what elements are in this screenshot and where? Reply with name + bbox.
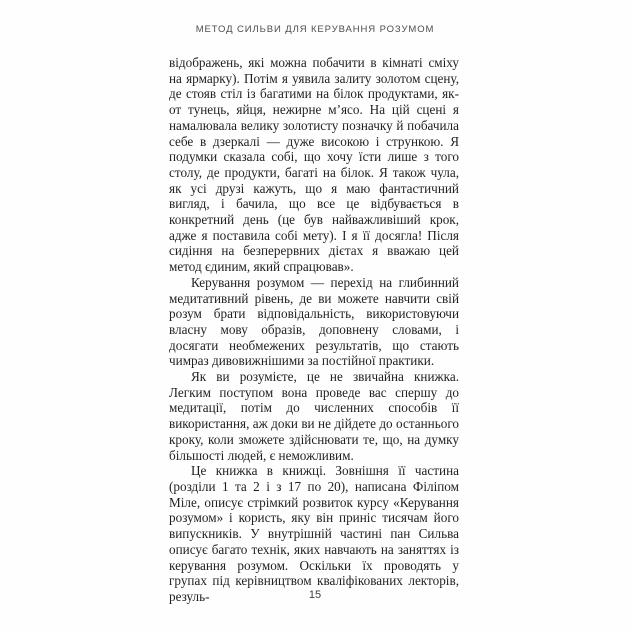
paragraph: Це книжка в книжці. Зовнішня її частина (розділи 1 та 2 і з 17 по 20), написана Філіпом Міле, описує стрімкий розвиток курсу «Керування розумом» і користь, яку він приніс тисячам його випускників. У внутрішній частині пан Сильва описує багато технік, яких навчають на заняттях із керування розумом. Оскільки їх проводять у групах під керівництвом кваліфікованих лекторів, резуль- bbox=[169, 463, 459, 604]
running-header: МЕТОД СИЛЬВИ ДЛЯ КЕРУВАННЯ РОЗУМОМ bbox=[195, 24, 435, 35]
page-number: 15 bbox=[308, 589, 322, 601]
body-text bbox=[169, 55, 459, 605]
paragraph: Керування розумом — перехід на глибинний медитативний рівень, де ви можете навчити свій розум брати відповідальність, використовуючи власну мову образів, доповнену словами, і досягати необмежених результатів, що стають чимраз дивовижнішими за постійної практики. bbox=[169, 274, 459, 369]
paragraph: Як ви розумієте, це не звичайна книжка. Легким поступом вона проведе вас спершу до медитації, потім до численних способів її використання, аж доки ви не дійдете до останнього кроку, коли зможете здійснювати те, що, на думку більшості людей, є неможливим. bbox=[169, 369, 459, 463]
paragraph-continuation: відображень, які можна побачити в кімнаті сміху на ярмарку). Потім я уявила залиту золотом сцену, де стояв стіл із багатими на білок продуктами, як-от тунець, яйця, нежирне м’ясо. На цій сцені я намалювала велику золотисту позначку й побачила себе в дзеркалі — дуже високою і стрункою. Я подумки сказала собі, що хочу їсти лише з того столу, де продукти, багаті на білок. Я також чула, як усі друзі кажуть, що я маю фантастичний вигляд, і бачила, що все це відбувається в конкретний день (це був найважливіший крок, адже я поставила собі мету). І я її досягла! Після сидіння на безперервних дієтах я вважаю цей метод єдиним, який спрацював». bbox=[169, 55, 459, 275]
